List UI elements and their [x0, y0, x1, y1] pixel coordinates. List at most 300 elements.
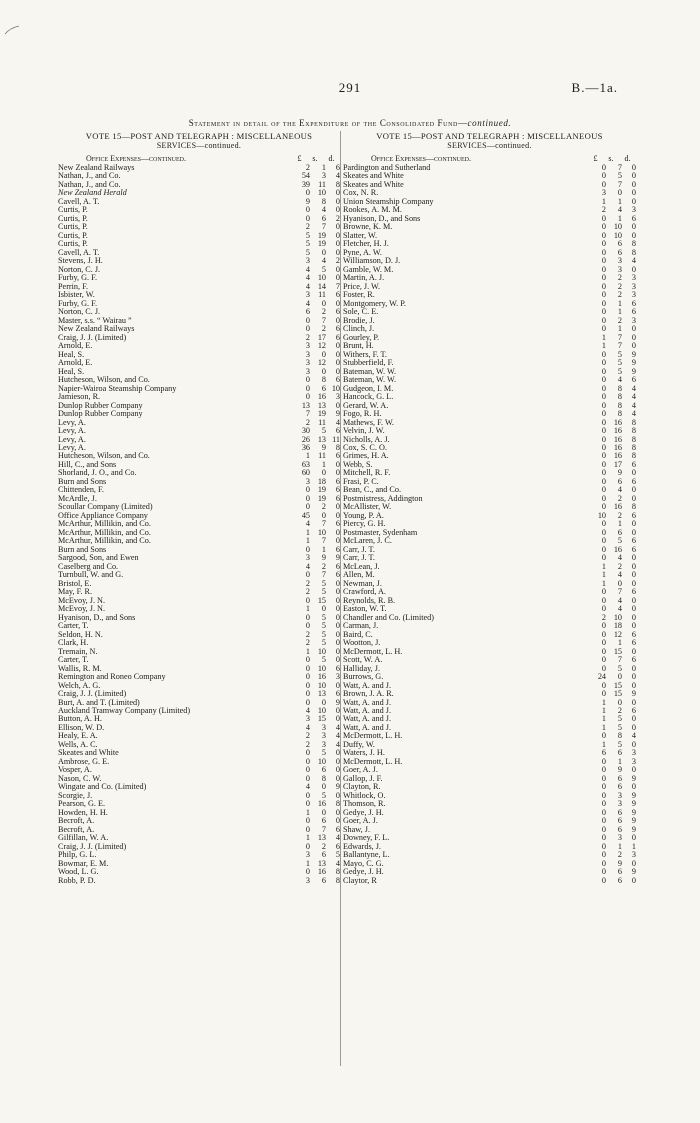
amount-pounds: 63 — [301, 459, 310, 469]
entry-row — [343, 520, 636, 528]
entry-row — [58, 419, 340, 427]
amount-pounds: 0 — [305, 213, 310, 223]
amount — [588, 529, 636, 537]
entry-row — [58, 877, 340, 885]
entry-row — [58, 724, 340, 732]
amount — [292, 546, 340, 554]
entry-row — [343, 512, 636, 520]
amount-shillings: 0 — [321, 510, 326, 520]
amount-pounds: 5 — [305, 239, 310, 249]
amount — [292, 198, 340, 206]
amount-pounds: 0 — [305, 672, 310, 682]
amount-shillings: 5 — [321, 790, 326, 800]
amount-pence: 9 — [631, 824, 636, 834]
right-subheading-row — [343, 153, 636, 164]
amount-shillings: 6 — [617, 807, 622, 817]
amount — [292, 308, 340, 316]
payee-name: Whitlock, O. — [343, 791, 386, 800]
amount-pence: 6 — [335, 324, 340, 334]
payee-name: Norton, C. J. — [58, 265, 101, 274]
amount — [588, 877, 636, 885]
payee-name: McEvoy, J. N. — [58, 596, 105, 605]
amount-pounds: 2 — [305, 578, 310, 588]
amount — [292, 851, 340, 859]
amount — [292, 206, 340, 214]
amount-pounds: 0 — [601, 663, 606, 673]
amount-pence: 6 — [631, 655, 636, 665]
entry-row — [58, 571, 340, 579]
amount-shillings: 10 — [317, 527, 326, 537]
amount-pence: 0 — [631, 875, 636, 885]
entry-row — [58, 775, 340, 783]
entry-row — [58, 665, 340, 673]
amount-pounds: 0 — [601, 773, 606, 783]
amount-pounds: 0 — [601, 179, 606, 189]
amount-pence: 0 — [335, 765, 340, 775]
amount — [588, 783, 636, 791]
entry-row — [58, 308, 340, 316]
amount-shillings: 19 — [317, 239, 326, 249]
amount — [292, 749, 340, 757]
amount-shillings: 15 — [317, 714, 326, 724]
amount — [292, 223, 340, 231]
amount-pounds: 0 — [601, 756, 606, 766]
amount-shillings: 1 — [321, 544, 326, 554]
entry-row — [343, 266, 636, 274]
amount-pence: 6 — [631, 629, 636, 639]
entry-row — [58, 817, 340, 825]
amount-pounds: 39 — [301, 179, 310, 189]
amount-shillings: 5 — [617, 739, 622, 749]
payee-name: Caselberg and Co. — [58, 562, 119, 571]
amount — [588, 673, 636, 681]
amount-pence: 0 — [335, 188, 340, 198]
payee-name: Newman, J. — [343, 579, 382, 588]
amount-pounds: 1 — [305, 527, 310, 537]
payee-name: Ellison, W. D. — [58, 723, 105, 732]
payee-name: Arnold, E. — [58, 342, 93, 351]
amount-pence: 6 — [335, 426, 340, 436]
amount-shillings: 12 — [317, 341, 326, 351]
entry-row — [58, 461, 340, 469]
amount — [588, 732, 636, 740]
payee-name: Nason, C. W. — [58, 774, 102, 783]
amount — [292, 622, 340, 630]
amount-pence: 0 — [631, 561, 636, 571]
amount — [588, 597, 636, 605]
amount-pounds: 0 — [601, 807, 606, 817]
amount-shillings: 8 — [321, 773, 326, 783]
amount-pounds: 0 — [601, 247, 606, 257]
entry-row — [343, 843, 636, 851]
entry-row — [58, 427, 340, 435]
payee-name: Montgomery, W. P. — [343, 299, 406, 308]
amount — [588, 741, 636, 749]
payee-name: Healy, E. A. — [58, 732, 98, 741]
amount-pounds: 45 — [301, 510, 310, 520]
amount — [292, 834, 340, 842]
payee-name: Clinch, J. — [343, 325, 375, 334]
amount-pounds: 26 — [301, 434, 310, 444]
amount-pence: 6 — [631, 375, 636, 385]
amount-pounds: 0 — [305, 799, 310, 809]
amount — [588, 419, 636, 427]
amount — [588, 486, 636, 494]
amount-pence: 4 — [335, 858, 340, 868]
amount-pence: 6 — [335, 570, 340, 580]
amount-shillings: 0 — [321, 366, 326, 376]
amount-shillings: 4 — [617, 553, 622, 563]
amount-shillings: 5 — [321, 748, 326, 758]
entry-row — [58, 843, 340, 851]
payee-name: Levy, A. — [58, 435, 86, 444]
amount-pence: 0 — [335, 578, 340, 588]
entry-row — [343, 673, 636, 681]
payee-name: Watt, A. and J. — [343, 707, 392, 715]
payee-name: Watt, A. and J. — [343, 698, 392, 707]
amount-pounds: 0 — [601, 298, 606, 308]
payee-name: Hyanison, D., and Sons — [58, 613, 136, 622]
amount-pounds: 0 — [305, 748, 310, 758]
amount-shillings: 16 — [613, 442, 622, 452]
amount-pence: 6 — [335, 375, 340, 385]
amount-shillings: 14 — [317, 281, 326, 291]
entry-row — [58, 580, 340, 588]
amount-pence: 6 — [335, 307, 340, 317]
amount-shillings: 8 — [617, 409, 622, 419]
payee-name: Philp, G. L. — [58, 851, 97, 860]
payee-name: Postmistress, Addington — [343, 494, 423, 503]
entry-row — [343, 817, 636, 825]
amount-shillings: 11 — [318, 417, 326, 427]
amount — [588, 656, 636, 664]
payee-name: Mathews, F. W. — [343, 418, 394, 427]
payee-name: Price, J. W. — [343, 282, 381, 291]
amount-shillings: 9 — [617, 468, 622, 478]
amount-shillings: 1 — [617, 324, 622, 334]
payee-name: Young, P. A. — [343, 511, 384, 520]
amount-pence: 4 — [631, 731, 636, 741]
entry-row — [343, 172, 636, 180]
entry-row — [58, 656, 340, 664]
amount-pence: 3 — [335, 392, 340, 402]
amount-pounds: 10 — [597, 510, 606, 520]
payee-name: Goer, A. J. — [343, 817, 378, 826]
amount-pounds: 0 — [601, 875, 606, 885]
amount-shillings: 2 — [617, 850, 622, 860]
amount — [292, 172, 340, 180]
statement-title — [0, 118, 700, 128]
amount-pence: 9 — [335, 409, 340, 419]
amount-pence: 4 — [335, 731, 340, 741]
payee-name: Becroft, A. — [58, 825, 95, 834]
entry-row — [58, 503, 340, 511]
payee-name: Nathan, J., and Co. — [58, 180, 121, 189]
amount-pence: 3 — [631, 315, 636, 325]
amount-pounds: 0 — [305, 595, 310, 605]
payee-name: Tremain, N. — [58, 647, 98, 656]
amount-pence: 6 — [631, 706, 636, 715]
amount — [292, 164, 340, 172]
payee-name: Skeates and White — [343, 180, 404, 189]
amount-pounds: 0 — [305, 544, 310, 554]
amount-pence: 0 — [631, 714, 636, 724]
payee-name: Wingate and Co. (Limited) — [58, 783, 147, 792]
payee-name: McLean, J. — [343, 562, 380, 571]
amount-shillings: 16 — [613, 502, 622, 512]
entry-row — [343, 478, 636, 486]
entry-row — [58, 393, 340, 401]
amount-pence: 0 — [335, 527, 340, 537]
entry-row — [343, 419, 636, 427]
payee-name: Mayo, C. G. — [343, 859, 384, 868]
payee-name: Downey, F. L. — [343, 834, 390, 843]
amount-shillings: 1 — [617, 196, 622, 206]
amount-shillings: 17 — [317, 332, 326, 342]
amount-shillings: 1 — [617, 298, 622, 308]
entry-row — [343, 580, 636, 588]
payee-name: Chandler and Co. (Limited) — [343, 613, 434, 622]
amount-shillings: 1 — [617, 756, 622, 766]
amount-pounds: 1 — [601, 332, 606, 342]
payee-name: Gerard, W. A. — [343, 401, 389, 410]
payee-name: Curtis, P. — [58, 206, 88, 215]
amount-pence: 8 — [335, 442, 340, 452]
amount-shillings: 16 — [317, 672, 326, 682]
amount — [292, 444, 340, 452]
amount-pence: 0 — [631, 595, 636, 605]
amount-pounds: 0 — [305, 824, 310, 834]
amount-shillings: 0 — [321, 349, 326, 359]
amount — [588, 393, 636, 401]
payee-name: Chittenden, F. — [58, 486, 104, 495]
amount-shillings: 13 — [317, 434, 326, 444]
amount — [588, 851, 636, 859]
entry-row — [343, 206, 636, 214]
payee-name: Gedye, J. H. — [343, 808, 384, 817]
entry-row — [58, 215, 340, 223]
amount-pounds: 0 — [305, 502, 310, 512]
amount-pence: 0 — [335, 196, 340, 206]
amount-shillings: 6 — [617, 748, 622, 758]
amount — [588, 571, 636, 579]
amount-pence: 0 — [335, 773, 340, 783]
amount-shillings: 2 — [321, 841, 326, 851]
payee-name: Auckland Tramway Company (Limited) — [58, 707, 191, 715]
amount-pounds: 0 — [601, 366, 606, 376]
amount-shillings: 10 — [317, 646, 326, 656]
entry-row — [58, 300, 340, 308]
amount-shillings: 9 — [617, 858, 622, 868]
payee-name: Hutcheson, Wilson, and Co. — [58, 452, 150, 461]
amount-shillings: 19 — [317, 485, 326, 495]
amount-pounds: 0 — [601, 476, 606, 486]
payee-name: Rookes, A. M. M. — [343, 206, 402, 215]
amount-pence: 0 — [335, 655, 340, 665]
amount-pounds: 0 — [305, 612, 310, 622]
amount — [292, 877, 340, 885]
amount-pence: 0 — [631, 680, 636, 690]
entry-row — [343, 656, 636, 664]
amount-pence: 0 — [631, 324, 636, 334]
amount-shillings: 5 — [321, 638, 326, 648]
amount-pounds: 0 — [601, 451, 606, 461]
amount-pence: 6 — [335, 451, 340, 461]
payee-name: Carter, T. — [58, 656, 89, 665]
amount-pence: 0 — [335, 587, 340, 597]
payee-name: Welch, A. G. — [58, 681, 101, 690]
amount-pounds: 2 — [305, 332, 310, 342]
payee-name: Sargood, Son, and Ewen — [58, 554, 139, 563]
right-vote-heading — [343, 131, 636, 151]
entry-row — [58, 452, 340, 460]
amount-shillings: 9 — [321, 553, 326, 563]
amount-pounds: 1 — [601, 196, 606, 206]
amount — [292, 783, 340, 791]
amount — [588, 317, 636, 325]
entry-row — [343, 495, 636, 503]
amount-pounds: 0 — [305, 383, 310, 393]
amount — [292, 860, 340, 868]
entry-row — [343, 257, 636, 265]
amount-shillings: 8 — [321, 375, 326, 385]
amount-shillings: 7 — [617, 179, 622, 189]
amount-pounds: 0 — [601, 315, 606, 325]
amount-pence: 0 — [631, 722, 636, 732]
amount-pence: 0 — [335, 646, 340, 656]
amount-pence: 9 — [335, 782, 340, 792]
payee-name: Gamble, W. M. — [343, 265, 394, 274]
amount-pounds: 0 — [601, 858, 606, 868]
amount-pounds: 0 — [601, 638, 606, 648]
amount-shillings: 1 — [617, 519, 622, 529]
amount-pounds: 13 — [301, 400, 310, 410]
amount-shillings: 5 — [617, 171, 622, 181]
amount-pence: 6 — [335, 519, 340, 529]
amount — [292, 461, 340, 469]
amount — [292, 741, 340, 749]
payee-name: Furby, G. F. — [58, 299, 98, 308]
entry-row — [58, 520, 340, 528]
entry-row — [343, 274, 636, 282]
amount-shillings: 4 — [617, 375, 622, 385]
entry-row — [343, 181, 636, 189]
entry-row — [343, 597, 636, 605]
entry-row — [343, 588, 636, 596]
amount-pounds: 2 — [305, 638, 310, 648]
amount-pence: 0 — [631, 858, 636, 868]
amount-shillings: 9 — [321, 442, 326, 452]
amount — [588, 266, 636, 274]
amount — [292, 520, 340, 528]
amount-pounds: 3 — [305, 366, 310, 376]
amount — [292, 495, 340, 503]
amount-pounds: 2 — [305, 417, 310, 427]
payee-name: McDermott, L. H. — [343, 732, 403, 741]
amount-shillings: 13 — [317, 858, 326, 868]
entry-row — [58, 622, 340, 630]
amount — [292, 232, 340, 240]
amount — [588, 325, 636, 333]
amount-pence: 0 — [335, 536, 340, 546]
entry-row — [58, 783, 340, 791]
entry-row — [343, 385, 636, 393]
payee-name: Waters, J. H. — [343, 749, 385, 758]
amount-pence: 0 — [631, 663, 636, 673]
amount-pounds: 0 — [305, 689, 310, 699]
payee-name: Burt, A. and T. (Limited) — [58, 698, 140, 707]
payee-name: Union Steamship Company — [343, 197, 434, 206]
amount-shillings: 4 — [617, 604, 622, 614]
payee-name: Nicholls, A. J. — [343, 435, 390, 444]
entry-row — [58, 614, 340, 622]
amount-pence: 0 — [335, 349, 340, 359]
right-currency-header — [588, 153, 636, 164]
entry-row — [58, 648, 340, 656]
amount-pence: 6 — [631, 638, 636, 648]
amount-pounds: 24 — [597, 672, 606, 682]
amount — [292, 673, 340, 681]
payee-name: Bowmar, E. M. — [58, 859, 109, 868]
amount-pence: 0 — [631, 188, 636, 198]
entry-row — [343, 189, 636, 197]
payee-name: Craig, J. J. (Limited) — [58, 842, 127, 851]
amount-shillings: 6 — [321, 383, 326, 393]
amount-pence: 0 — [335, 400, 340, 410]
amount — [588, 817, 636, 825]
amount — [292, 402, 340, 410]
amount — [292, 732, 340, 740]
amount-pence: 0 — [335, 612, 340, 622]
payee-name: Williamson, D. J. — [343, 257, 401, 266]
amount-pounds: 0 — [601, 222, 606, 232]
left-currency-header — [292, 153, 340, 164]
payee-name: Hutcheson, Wilson, and Co. — [58, 376, 150, 385]
amount-pounds: 1 — [601, 578, 606, 588]
amount-pence: 2 — [335, 213, 340, 223]
amount — [292, 266, 340, 274]
entry-row — [343, 605, 636, 613]
payee-name: Hill, C., and Sons — [58, 460, 117, 469]
entry-row — [58, 809, 340, 817]
amount-pounds: 0 — [601, 680, 606, 690]
amount-shillings: 0 — [321, 697, 326, 707]
amount-pounds: 3 — [305, 850, 310, 860]
entry-row — [58, 317, 340, 325]
entry-row — [343, 334, 636, 342]
amount — [588, 749, 636, 757]
amount-pence: 5 — [335, 850, 340, 860]
amount — [292, 588, 340, 596]
amount-shillings: 5 — [617, 536, 622, 546]
entry-row — [343, 877, 636, 885]
amount-pence: 0 — [631, 578, 636, 588]
amount-pence: 0 — [631, 341, 636, 351]
amount-pounds: 0 — [601, 434, 606, 444]
amount-shillings: 7 — [617, 655, 622, 665]
amount — [588, 775, 636, 783]
left-column — [58, 131, 340, 885]
entry-row — [343, 232, 636, 240]
amount-pence: 6 — [631, 544, 636, 554]
payee-name: Gilfillan, W. A. — [58, 834, 109, 843]
amount-pounds: 0 — [305, 570, 310, 580]
amount — [292, 478, 340, 486]
payee-name: Clark, H. — [58, 639, 89, 648]
amount-shillings: 6 — [617, 816, 622, 826]
amount-pounds: 30 — [301, 426, 310, 436]
amount-pounds: 0 — [601, 163, 606, 172]
